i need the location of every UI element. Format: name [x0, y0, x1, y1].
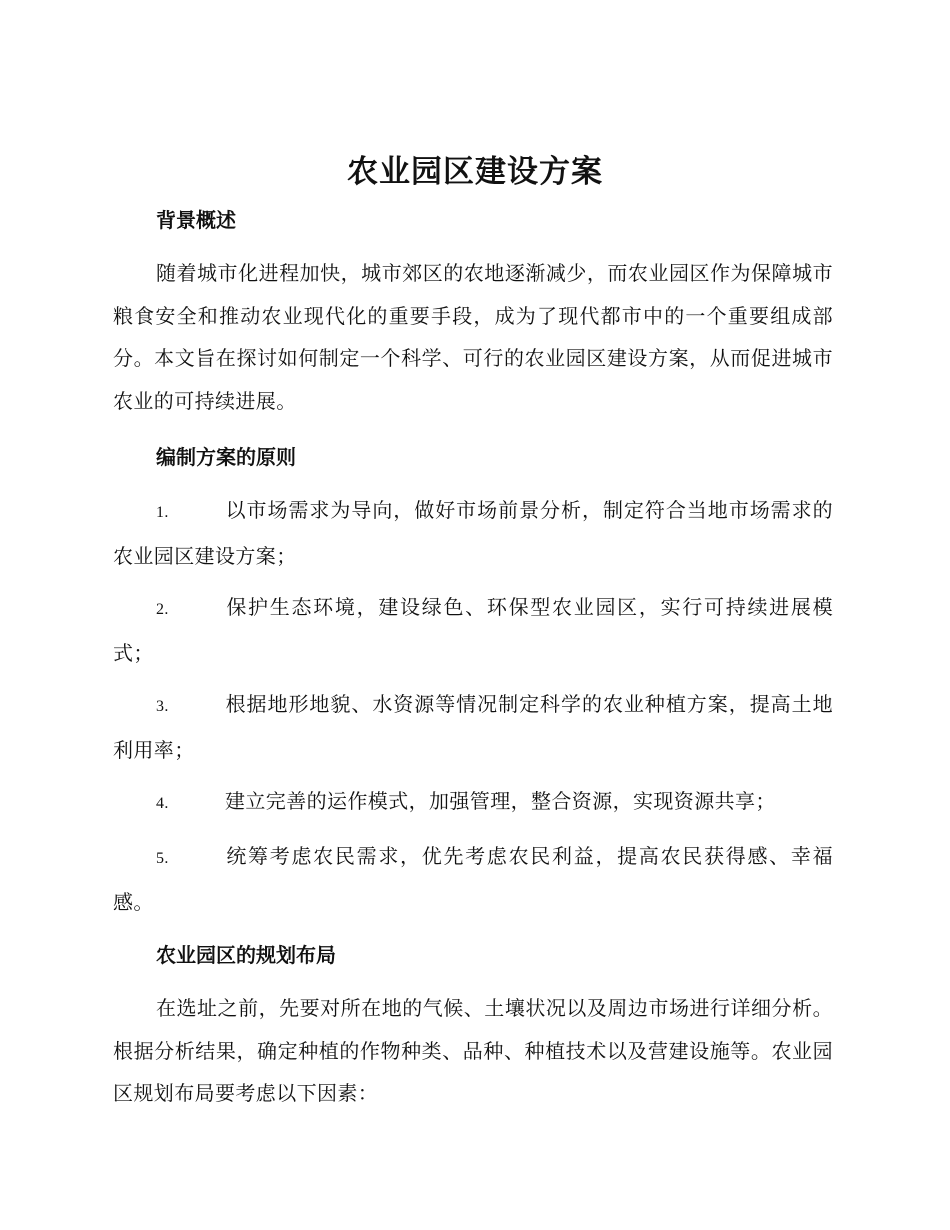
- background-paragraph: 随着城市化进程加快，城市郊区的农地逐渐减少，而农业园区作为保障城市粮食安全和推动农业现代化的重要手段，成为了现代都市中的一个重要组成部分。本文旨在探讨如何制定一个科学、可行的农业园区建设方案，从而促进城市农业的可持续进展。: [113, 261, 833, 413]
- list-number: 1.: [156, 504, 169, 521]
- document-title: 农业园区建设方案: [347, 154, 603, 190]
- layout-paragraph: 在选址之前，先要对所在地的气候、土壤状况以及周边市场进行详细分析。根据分析结果，确定种植的作物种类、品种、种植技术以及营建设施等。农业园区规划布局要考虑以下因素：: [113, 996, 833, 1105]
- list-number: 2.: [156, 601, 169, 618]
- list-item-text: 建立完善的运作模式，加强管理，整合资源，实现资源共享；: [225, 789, 776, 813]
- list-number: 4.: [156, 795, 169, 812]
- list-number: 5.: [156, 850, 169, 867]
- list-item-text: 以市场需求为导向，做好市场前景分析，制定符合当地市场需求的农业园区建设方案；: [113, 498, 833, 568]
- principle-item-4: [113, 780, 833, 826]
- list-item-text: 统筹考虑农民需求，优先考虑农民利益，提高农民获得感、幸福感。: [113, 844, 833, 914]
- list-number: 3.: [156, 698, 169, 715]
- principle-item-3: [113, 683, 833, 771]
- principle-item-5: [113, 835, 833, 923]
- principle-item-2: [113, 586, 833, 674]
- list-item-text: 根据地形地貌、水资源等情况制定科学的农业种植方案，提高土地利用率；: [113, 692, 833, 762]
- section-heading-principles: 编制方案的原则: [156, 445, 296, 469]
- section-heading-background: 背景概述: [156, 208, 236, 232]
- section-heading-layout: 农业园区的规划布局: [156, 943, 336, 967]
- principle-item-1: [113, 489, 833, 577]
- list-item-text: 保护生态环境，建设绿色、环保型农业园区，实行可持续进展模式；: [113, 595, 833, 665]
